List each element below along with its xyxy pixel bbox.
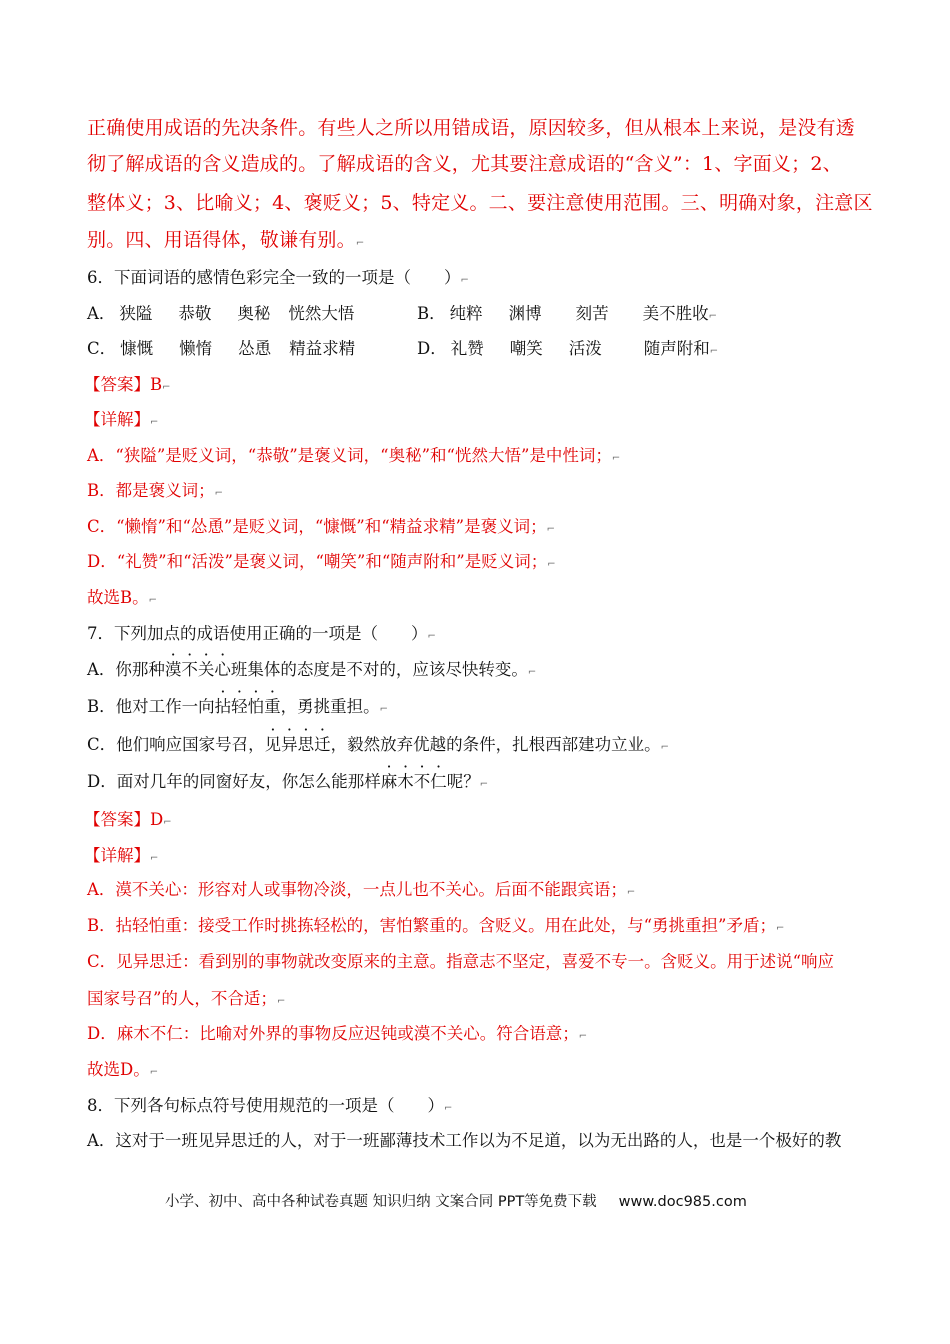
q7-stem: 7．下列加点的成语使用正确的一项是（ ）⌐ [87,624,436,643]
intro-line-3: 整体义；3、比喻义；4、褒贬义；5、特定义。二、要注意使用范围。三、明确对象，注意区 [87,192,873,214]
q7-option-a: A．你那种漠不关心班集体的态度是不对的，应该尽快转变。⌐ [87,660,537,679]
footer-text: 小学、初中、高中各种试卷真题 知识归纳 文案合同 PPT等免费下载 [165,1194,597,1210]
q7-option-c: C．他们响应国家号召，见异思迁，毅然放弃优越的条件，扎根西部建功立业。⌐ [87,735,670,754]
q7-explanation-b: B．拈轻怕重：接受工作时挑拣轻松的，害怕繁重的。含贬义。用在此处，与“勇挑重担”矛盾；⌐ [87,916,785,935]
q8-option-a: A．这对于一班见异思迁的人，对于一班鄙薄技术工作以为不足道，以为无出路的人，也是一个极好的教 [87,1131,842,1150]
q8-stem: 8．下列各句标点符号使用规范的一项是（ ）⌐ [87,1096,453,1115]
q6-option-d: D． 礼赞 嘲笑 活泼 随声附和⌐ [417,339,719,358]
q6-answer: 【答案】B⌐ [84,375,171,394]
q7-explanation-c-cont: 国家号召”的人，不合适；⌐ [87,989,286,1008]
emphasized-idiom: 拈轻怕重 [214,697,281,716]
q6-option-b: B． 纯粹 渊博 刻苦 美不胜收⌐ [417,304,718,323]
q7-conclusion: 故选D。⌐ [87,1060,159,1079]
emphasized-idiom: 漠不关心 [164,660,231,679]
q6-stem: 6．下面词语的感情色彩完全一致的一项是（ ）⌐ [87,268,469,287]
q7-explanation-a: A．漠不关心：形容对人或事物冷淡，一点儿也不关心。后面不能跟宾语；⌐ [87,880,636,899]
q7-explanation-c: C．见异思迁：看到别的事物就改变原来的主意。指意志不坚定，喜爱不专一。含贬义。用于述说“响应 [87,952,835,971]
q7-answer: 【答案】D⌐ [84,810,172,829]
q7-explanation-d: D．麻木不仁：比喻对外界的事物反应迟钝或漠不关心。符合语意；⌐ [87,1024,588,1043]
q6-conclusion: 故选B。⌐ [87,588,158,607]
q6-option-a: A． 狭隘 恭敬 奥秘 恍然大悟 [87,304,355,323]
page-footer [165,1193,747,1211]
emphasized-idiom: 麻木不仁 [380,772,447,791]
q7-option-d: D．面对几年的同窗好友，你怎么能那样麻木不仁呢？⌐ [87,772,489,791]
q7-option-b: B．他对工作一向拈轻怕重，勇挑重担。⌐ [87,697,389,716]
intro-line-1: 正确使用成语的先决条件。有些人之所以用错成语，原因较多，但从根本上来说，是没有透 [87,117,856,139]
q7-detail-label: 【详解】⌐ [84,846,159,865]
q6-explanation-c: C．“懒惰”和“怂恿”是贬义词，“慷慨”和“精益求精”是褒义词；⌐ [87,517,555,536]
q6-detail-label: 【详解】⌐ [84,410,159,429]
intro-line-2: 彻了解成语的含义造成的。了解成语的含义，尤其要注意成语的“含义”：1、字面义；2、 [87,153,842,175]
footer-url-link[interactable]: www.doc985.com [618,1194,747,1210]
q6-option-c: C． 慷慨 懒惰 怂恿 精益求精 [87,339,356,358]
q6-explanation-b: B．都是褒义词；⌐ [87,481,224,500]
intro-line-4: 别。四、用语得体，敬谦有别。⌐ [87,229,365,251]
emphasized-idiom: 见异思迁 [264,735,331,754]
q6-explanation-d: D．“礼赞”和“活泼”是褒义词，“嘲笑”和“随声附和”是贬义词；⌐ [87,552,556,571]
q6-explanation-a: A．“狭隘”是贬义词，“恭敬”是褒义词，“奥秘”和“恍然大悟”是中性词；⌐ [87,446,621,465]
